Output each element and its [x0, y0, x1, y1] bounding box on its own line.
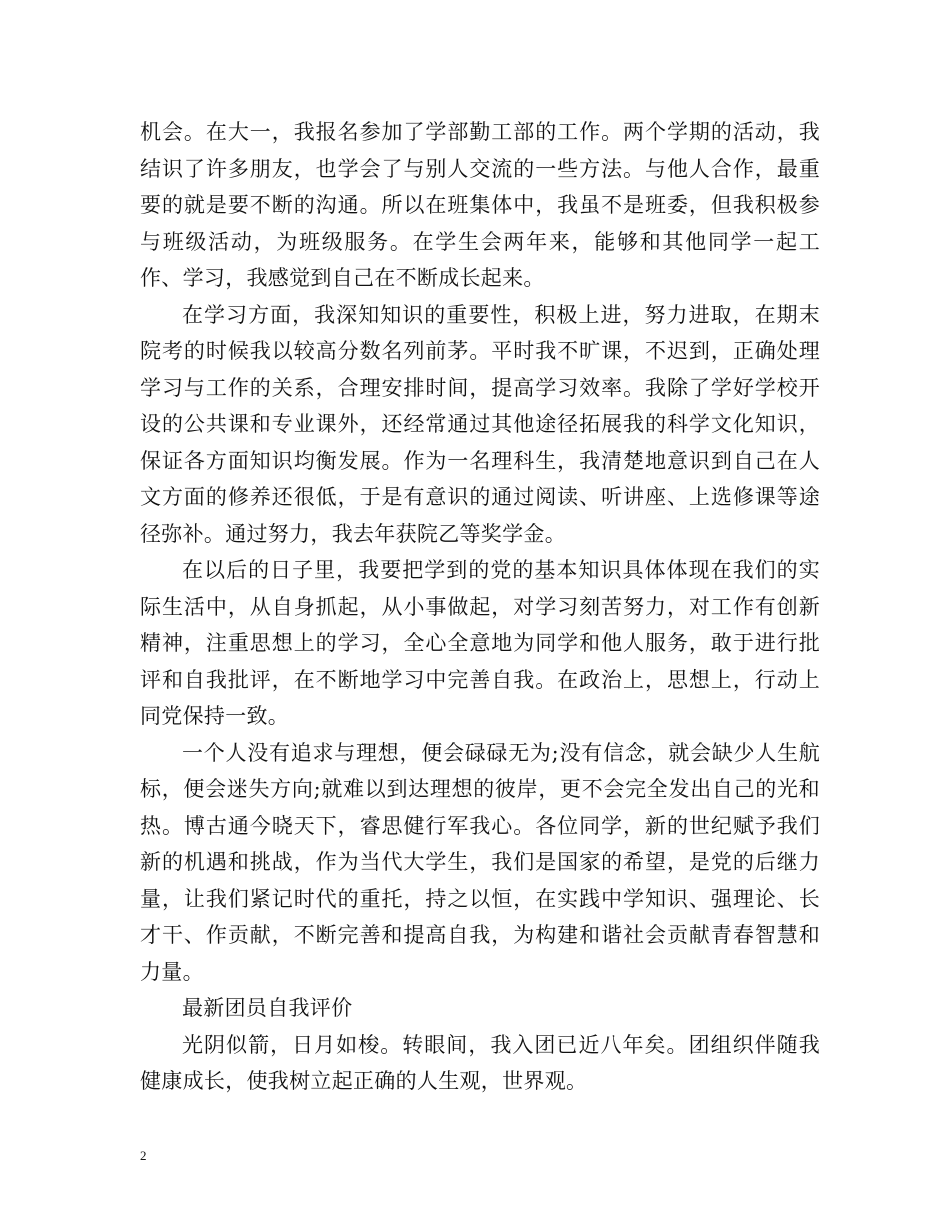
paragraph-league: 光阴似箭，日月如梭。转眼间，我入团已近八年矣。团组织伴随我健康成长，使我树立起正确的人生观，世界观。: [140, 1032, 820, 1093]
section-heading: 最新团员自我评价: [182, 996, 353, 1020]
page-number: 2: [140, 1148, 147, 1163]
paragraph-future: 在以后的日子里，我要把学到的党的基本知识具体体现在我们的实际生活中，从自身抓起，从小事做起，对学习刻苦努力，对工作有创新精神，注重思想上的学习，全心全意地为同学和他人服务，敢于进行批评和自我批评，在不断地学习中完善自我。在政治上，思想上，行动上同党保持一致。: [140, 558, 820, 728]
paragraph-ideals: 一个人没有追求与理想，便会碌碌无为;没有信念，就会缺少人生航标，便会迷失方向;就难以到达理想的彼岸，更不会完全发出自己的光和热。博古通今晓天下，睿思健行军我心。各位同学，新的世纪赋予我们新的机遇和挑战，作为当代大学生，我们是国家的希望，是党的后继力量，让我们紧记时代的重托，持之以恒，在实践中学知识、强理论、长才干、作贡献，不断完善和提高自我，为构建和谐社会贡献青春智慧和力量。: [140, 740, 820, 984]
paragraph-continuation: 机会。在大一，我报名参加了学部勤工部的工作。两个学期的活动，我结识了许多朋友，也学会了与别人交流的一些方法。与他人合作，最重要的就是要不断的沟通。所以在班集体中，我虽不是班委，但我积极参与班级活动，为班级服务。在学生会两年来，能够和其他同学一起工作、学习，我感觉到自己在不断成长起来。: [140, 120, 820, 290]
document-body: [140, 114, 820, 1100]
paragraph-study: 在学习方面，我深知知识的重要性，积极上进，努力进取，在期末院考的时候我以较高分数名列前茅。平时我不旷课，不迟到，正确处理学习与工作的关系，合理安排时间，提高学习效率。我除了学好学校开设的公共课和专业课外，还经常通过其他途径拓展我的科学文化知识，保证各方面知识均衡发展。作为一名理科生，我清楚地意识到自己在人文方面的修养还很低，于是有意识的通过阅读、听讲座、上选修课等途径弥补。通过努力，我去年获院乙等奖学金。: [140, 302, 820, 546]
